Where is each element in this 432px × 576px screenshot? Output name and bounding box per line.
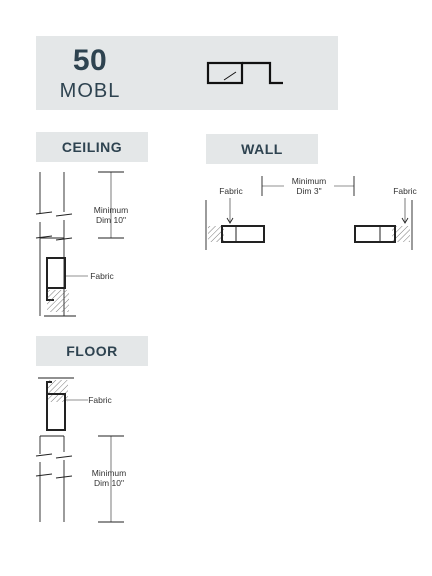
ceiling-fabric-label: Fabric [90,271,114,281]
floor-fabric-label: Fabric [88,395,112,405]
floor-section-label: FLOOR [36,336,148,366]
ceiling-diagram [36,172,124,316]
ceiling-dim-line1: Minimum [93,205,129,215]
wall-section-label: WALL [206,134,318,164]
ceiling-dimension-note [86,205,136,225]
floor-dim-line1: Minimum [91,468,127,478]
floor-dim-line2: Dim 10" [94,478,124,488]
product-code: MOBL [59,80,121,102]
product-number: 50 [72,44,108,77]
wall-fabric-left-label: Fabric [219,186,243,196]
ceiling-section-label: CEILING [36,132,148,162]
wall-right-track-profile [355,226,395,242]
wall-left-track-profile [222,226,264,242]
profile-icon [208,63,283,83]
wall-fabric-right-label: Fabric [393,186,417,196]
wall-dim-line2: Dim 3" [296,186,322,196]
floor-dimension-note [84,468,134,488]
wall-dim-line1: Minimum [291,176,327,186]
ceiling-dim-line2: Dim 10" [96,215,126,225]
wall-dimension-note [284,176,334,196]
